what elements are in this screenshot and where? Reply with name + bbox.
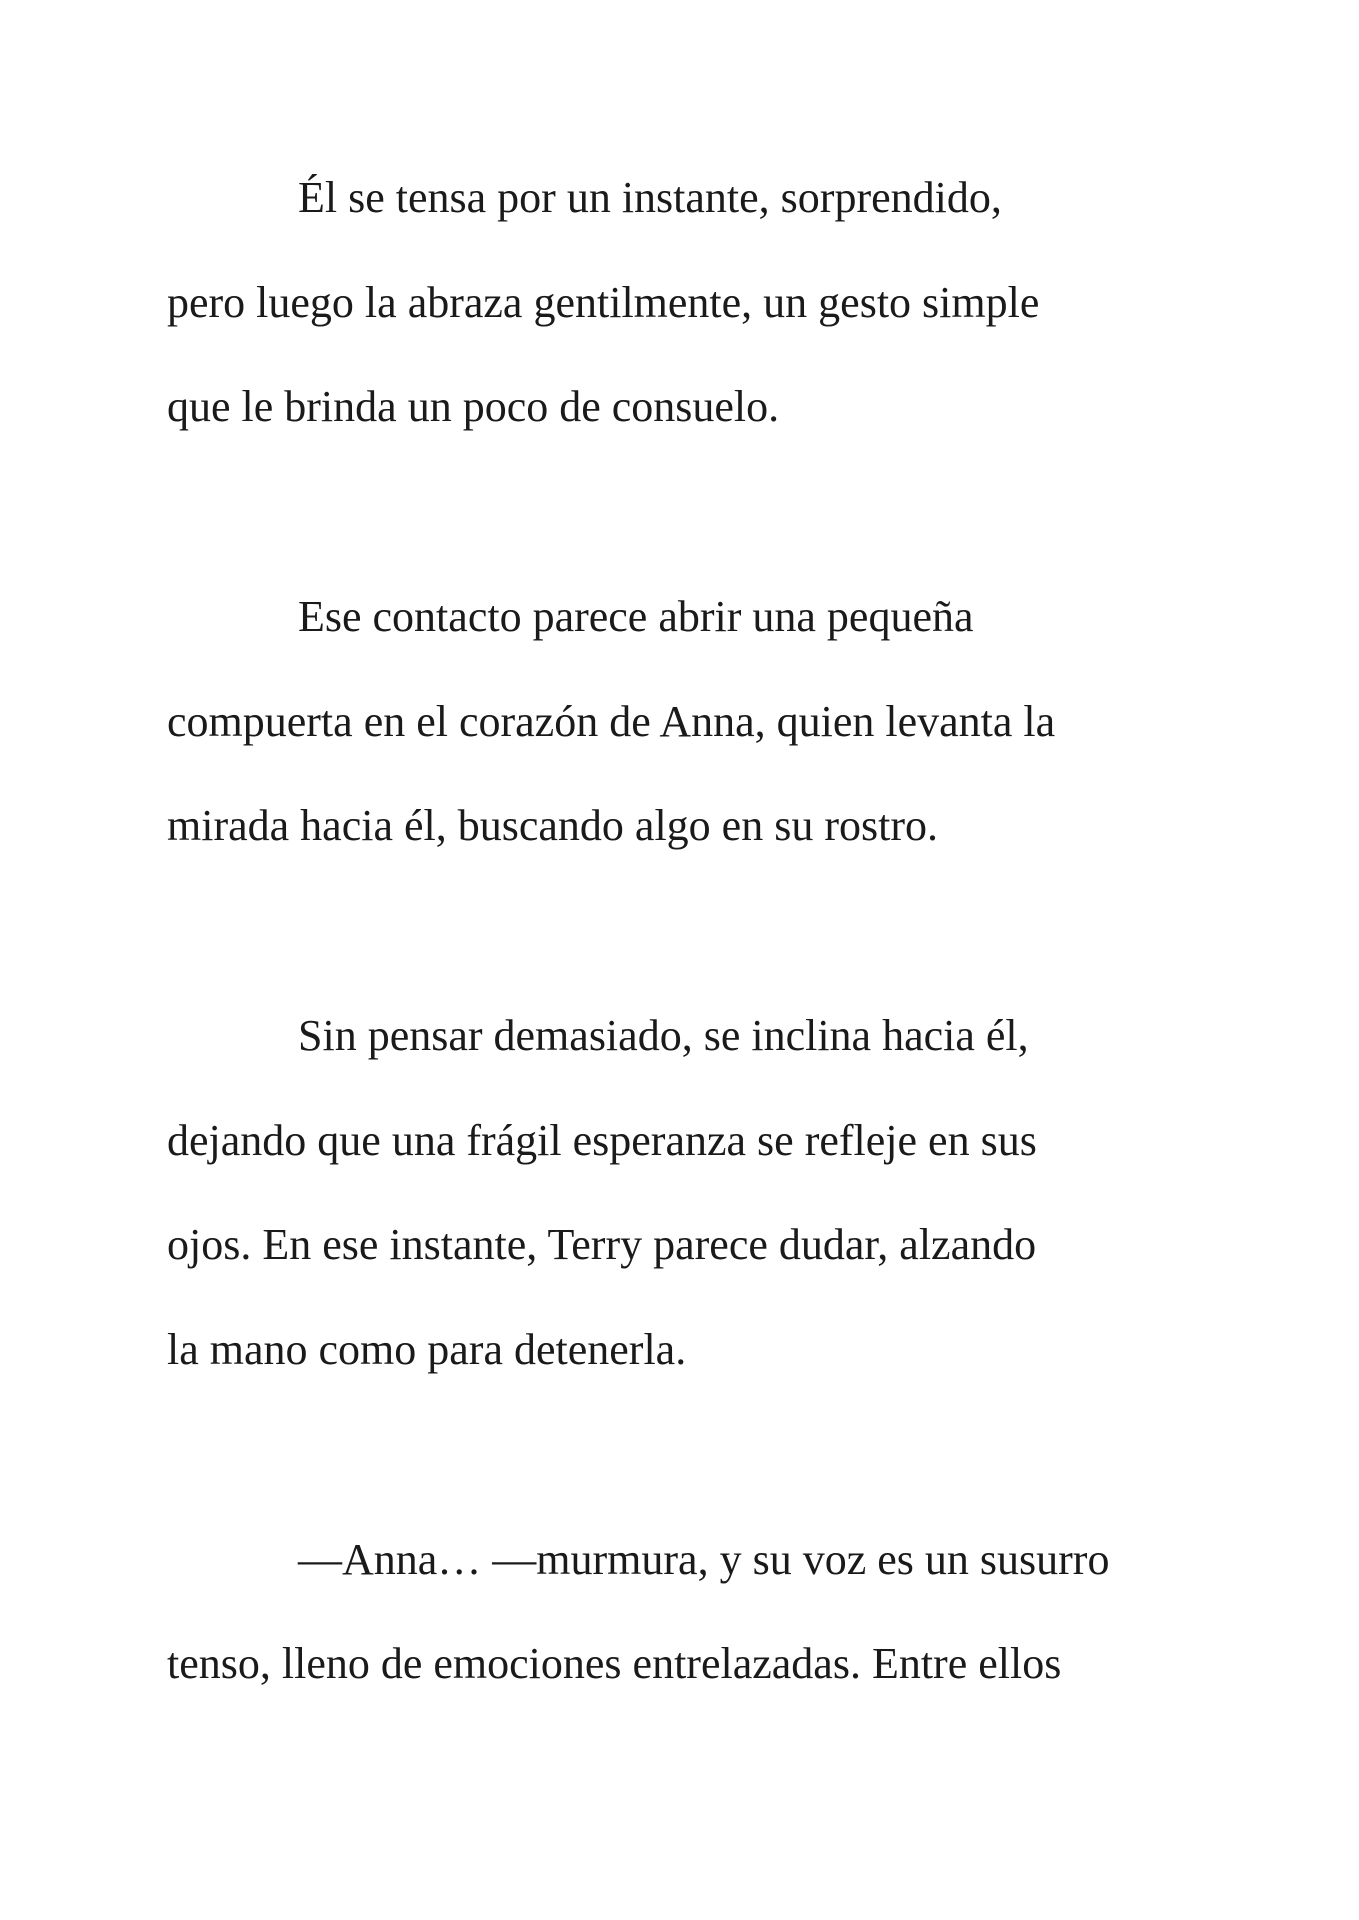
text-line: pero luego la abraza gentilmente, un gesto simple [167, 278, 1040, 327]
text-line: la mano como para detenerla. [167, 1325, 687, 1374]
text-line: Ese contacto parece abrir una pequeña [298, 592, 974, 641]
text-line: que le brinda un poco de consuelo. [167, 382, 780, 431]
text-line: Él se tensa por un instante, sorprendido, [298, 173, 1002, 222]
text-line: compuerta en el corazón de Anna, quien levanta la [167, 697, 1056, 746]
text-line: mirada hacia él, buscando algo en su rostro. [167, 801, 938, 850]
text-line: ojos. En ese instante, Terry parece dudar, alzando [167, 1220, 1037, 1269]
text-line: Sin pensar demasiado, se inclina hacia él, [298, 1011, 1029, 1060]
text-line: tenso, lleno de emociones entrelazadas. Entre ellos [167, 1639, 1062, 1688]
text-line: dejando que una frágil esperanza se refleje en sus [167, 1116, 1037, 1165]
text-line: —Anna… —murmura, y su voz es un susurro [298, 1535, 1110, 1584]
